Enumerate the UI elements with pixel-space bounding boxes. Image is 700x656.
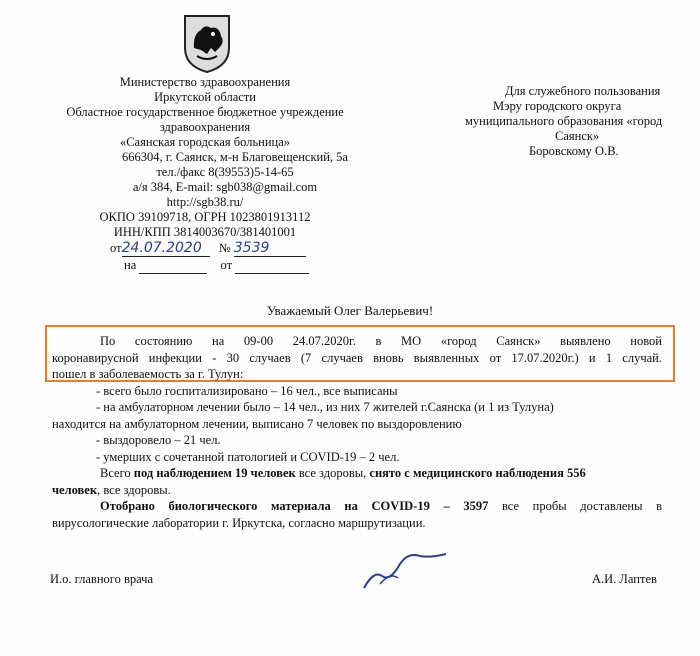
- list-item: - выздоровело – 21 чел.: [96, 433, 221, 447]
- addressee-line: Боровскому О.В.: [529, 144, 619, 158]
- letterhead-line: «Саянская городская больница»: [119, 135, 291, 149]
- text-run: все здоровы,: [295, 466, 370, 480]
- signer-name: А.И. Лаптев: [592, 572, 657, 586]
- observation-paragraph-cont: [52, 482, 662, 499]
- letterhead-line: ОКПО 39109718, ОГРН 1023801913112: [99, 210, 311, 224]
- text-run: Всего: [100, 466, 134, 480]
- text-run-bold: под наблюдением 19 человек: [133, 466, 296, 480]
- ref-date: 24.07.2020: [122, 240, 210, 257]
- letterhead: [55, 75, 355, 240]
- letter-body: [52, 333, 662, 531]
- letterhead-line: тел./факс 8(39553)5-14-65: [156, 165, 294, 179]
- letterhead-line: Иркутской области: [154, 90, 256, 104]
- ref-na-blank: [139, 258, 207, 274]
- ref-ot-label: от: [220, 258, 233, 272]
- addressee-line: Мэру городского округа: [493, 99, 622, 113]
- text-run: все пробы доставлены в: [488, 499, 662, 513]
- body-line: находится на амбулаторном лечении, выписано 7 человек по выздоровлению: [52, 416, 462, 431]
- letterhead-line: http://sgb38.ru/: [166, 195, 244, 209]
- text-run: , все здоровы.: [97, 482, 171, 497]
- ref-na-label: на: [124, 258, 137, 272]
- list-item: - умерших с сочетанной патологией и COVID-19 – 2 чел.: [96, 449, 400, 464]
- list-item: - на амбулаторном лечении было – 14 чел., из них 7 жителей г.Саянска (и 1 из Тулуна): [96, 400, 554, 414]
- ref-number: 3539: [234, 240, 306, 257]
- body-line: коронавирусной инфекции - 30 случаев (7 случаев вновь выявленных от 17.07.2020г.) и 1 случай.: [52, 350, 662, 365]
- text-run-bold: Отобрано биологического материала на COVID-19 – 3597: [100, 499, 489, 513]
- letterhead-line: Министерство здравоохранения: [119, 75, 291, 89]
- letterhead-line: Областное государственное бюджетное учреждение: [66, 105, 344, 119]
- text-run-bold: человек: [52, 482, 98, 497]
- signature-icon: [360, 550, 450, 590]
- text-run-bold: снято с медицинского наблюдения 556: [369, 466, 586, 480]
- signer-title: И.о. главного врача: [50, 572, 153, 586]
- letterhead-line: а/я 384, E-mail: sgb038@gmail.com: [132, 180, 318, 194]
- ref-from-label: от: [110, 241, 122, 255]
- body-line: вирусологические лаборатории г. Иркутска, согласно маршрутизации.: [52, 515, 426, 530]
- addressee-block: [465, 84, 662, 159]
- body-line: пошел в заболеваемость за г. Тулун:: [52, 367, 244, 381]
- observation-paragraph: [52, 465, 662, 482]
- addressee-line: Для служебного пользования: [505, 84, 661, 98]
- ref-number-sign: №: [218, 241, 231, 255]
- letterhead-line: 666304, г. Саянск, м-н Благовещенский, 5а: [122, 150, 348, 164]
- letterhead-line: ИНН/КПП 3814003670/381401001: [113, 225, 297, 239]
- body-line: По состоянию на 09-00 24.07.2020г. в МО «город Саянск» выявлено новой: [100, 334, 662, 348]
- list-item: - всего было госпитализировано – 16 чел., все выписаны: [96, 383, 398, 398]
- coat-of-arms-icon: [181, 12, 233, 74]
- letterhead-line: здравоохранения: [159, 120, 251, 134]
- samples-paragraph: [52, 498, 662, 515]
- addressee-line: муниципального образования «город: [465, 114, 663, 128]
- greeting: Уважаемый Олег Валерьевич!: [266, 303, 434, 318]
- addressee-line: Саянск»: [555, 129, 600, 143]
- ref-ot-blank: [235, 258, 309, 274]
